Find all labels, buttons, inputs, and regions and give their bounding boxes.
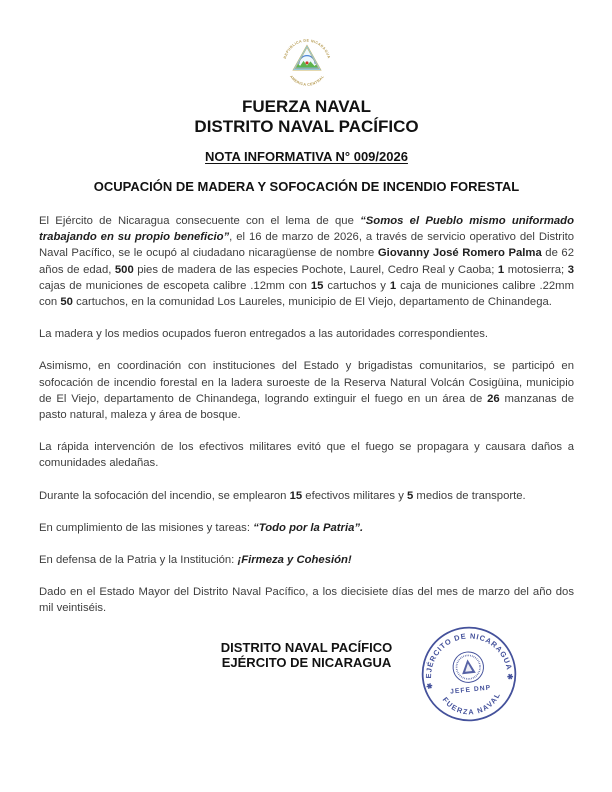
text-segment: 15 bbox=[310, 279, 324, 292]
stamp-center-text: JEFE DNP bbox=[449, 684, 492, 696]
text-segment: Asimismo, en coordinación con instituciones del Estado y brigadistas comunitarios, se participó en sofocación de incendio forestal en la ladera suroeste de la Reserva Natural Volcán Cosigüina, municipio de El Viejo, departamento de Chinandega, logrando extinguir el fuego en un área de bbox=[39, 360, 574, 405]
text-segment: “Todo por la Patria”. bbox=[253, 521, 364, 534]
body-paragraph-occupation bbox=[39, 213, 574, 310]
org-title-line1: FUERZA NAVAL bbox=[241, 97, 372, 116]
text-segment: Giovanny José Romero Palma bbox=[377, 247, 542, 260]
text-segment: 1 bbox=[497, 263, 505, 276]
text-segment: “Somos el Pueblo mismo uniformado trabajando en su propio beneficio” bbox=[39, 215, 574, 244]
text-segment: medios de transporte. bbox=[413, 489, 526, 502]
text-segment: En cumplimiento de las misiones y tareas: bbox=[39, 521, 254, 534]
emblem-top-text: REPUBLICA DE NICARAGUA bbox=[282, 38, 331, 60]
text-segment: La madera y los medios ocupados fueron entregados a las autoridades correspondientes. bbox=[39, 328, 489, 341]
signature-line2: EJÉRCITO DE NICARAGUA bbox=[221, 655, 392, 671]
text-segment: , el 16 de marzo de 2026, a través de servicio operativo del Distrito Naval Pacífico, se le ocupó al ciudadano nicaragüense de nombre bbox=[39, 231, 575, 260]
text-segment: La rápida intervención de los efectivos militares evitó que el fuego se propagara y causara daños a comunidades aledañas. bbox=[39, 441, 574, 470]
body-paragraph-resources bbox=[39, 488, 574, 504]
svg-text:AMERICA CENTRAL bbox=[288, 74, 324, 87]
text-segment: 3 bbox=[567, 263, 575, 276]
text-segment: 15 bbox=[289, 489, 303, 502]
text-segment: efectivos militares y bbox=[302, 489, 407, 502]
stamp-seal-icon bbox=[415, 620, 523, 728]
text-segment: 26 bbox=[487, 392, 500, 405]
emblem-bottom-text: AMERICA CENTRAL bbox=[288, 74, 325, 87]
stamp-arc-top-text: ✱ EJÉRCITO DE NICARAGUA ✱ bbox=[423, 631, 515, 690]
body-paragraph-fire bbox=[39, 358, 574, 423]
svg-text:✱ EJÉRCITO DE NICARAGUA ✱ bbox=[419, 627, 515, 690]
text-segment: El Ejército de Nicaragua consecuente con el lema de que bbox=[39, 215, 361, 227]
text-segment: cartuchos, en la comunidad Los Laureles, municipio de El Viejo, departamento de Chinandega. bbox=[72, 296, 552, 309]
text-segment: Dado en el Estado Mayor del Distrito Naval Pacífico, a los diecisiete días del mes de marzo del año dos mil veintiséis. bbox=[39, 586, 574, 615]
body-paragraph-dateline bbox=[39, 584, 574, 616]
document-content bbox=[39, 0, 574, 671]
text-segment: de 62 años de edad, bbox=[39, 247, 574, 276]
text-segment: 5 bbox=[407, 489, 414, 502]
body-paragraph-delivery bbox=[39, 326, 574, 342]
body-paragraph-intervention bbox=[39, 439, 574, 471]
text-segment: cajas de municiones de escopeta calibre .12mm con bbox=[39, 279, 311, 292]
text-segment: pies de madera de las especies Pochote, Laurel, Cedro Real y Caoba; bbox=[133, 263, 498, 276]
stamp-center-emblem bbox=[452, 650, 485, 683]
text-segment: ¡Firmeza y Cohesión! bbox=[237, 554, 352, 567]
text-segment: 500 bbox=[114, 263, 134, 276]
text-segment: caja de municiones calibre .22mm con bbox=[39, 279, 574, 309]
text-segment: cartuchos y bbox=[323, 279, 390, 292]
org-title-line2: DISTRITO NAVAL PACÍFICO bbox=[194, 116, 419, 136]
emblem-triangle-interior bbox=[289, 45, 324, 70]
subject-line: OCUPACIÓN DE MADERA Y SOFOCACIÓN DE INCENDIO FORESTAL bbox=[93, 179, 520, 194]
document-body bbox=[39, 213, 574, 617]
text-segment: Durante la sofocación del incendio, se emplearon bbox=[39, 489, 290, 502]
text-segment: 50 bbox=[60, 296, 73, 309]
text-segment: motosierra; bbox=[504, 263, 568, 276]
nicaragua-coat-of-arms-icon bbox=[276, 33, 338, 91]
text-segment: manzanas de pasto natural, maleza y área de bosque. bbox=[39, 392, 574, 422]
text-segment: 1 bbox=[389, 279, 397, 292]
official-stamp bbox=[415, 620, 523, 728]
stamp-arc-bottom-text: FUERZA NAVAL bbox=[440, 690, 503, 717]
body-paragraph-motto2 bbox=[39, 552, 574, 568]
body-paragraph-motto1 bbox=[39, 520, 574, 536]
text-segment: En defensa de la Patria y la Institución: bbox=[39, 554, 238, 567]
org-title bbox=[39, 97, 574, 136]
national-emblem bbox=[39, 33, 574, 91]
signature-line1: DISTRITO NAVAL PACÍFICO bbox=[220, 639, 393, 655]
note-title: NOTA INFORMATIVA N° 009/2026 bbox=[205, 149, 408, 164]
